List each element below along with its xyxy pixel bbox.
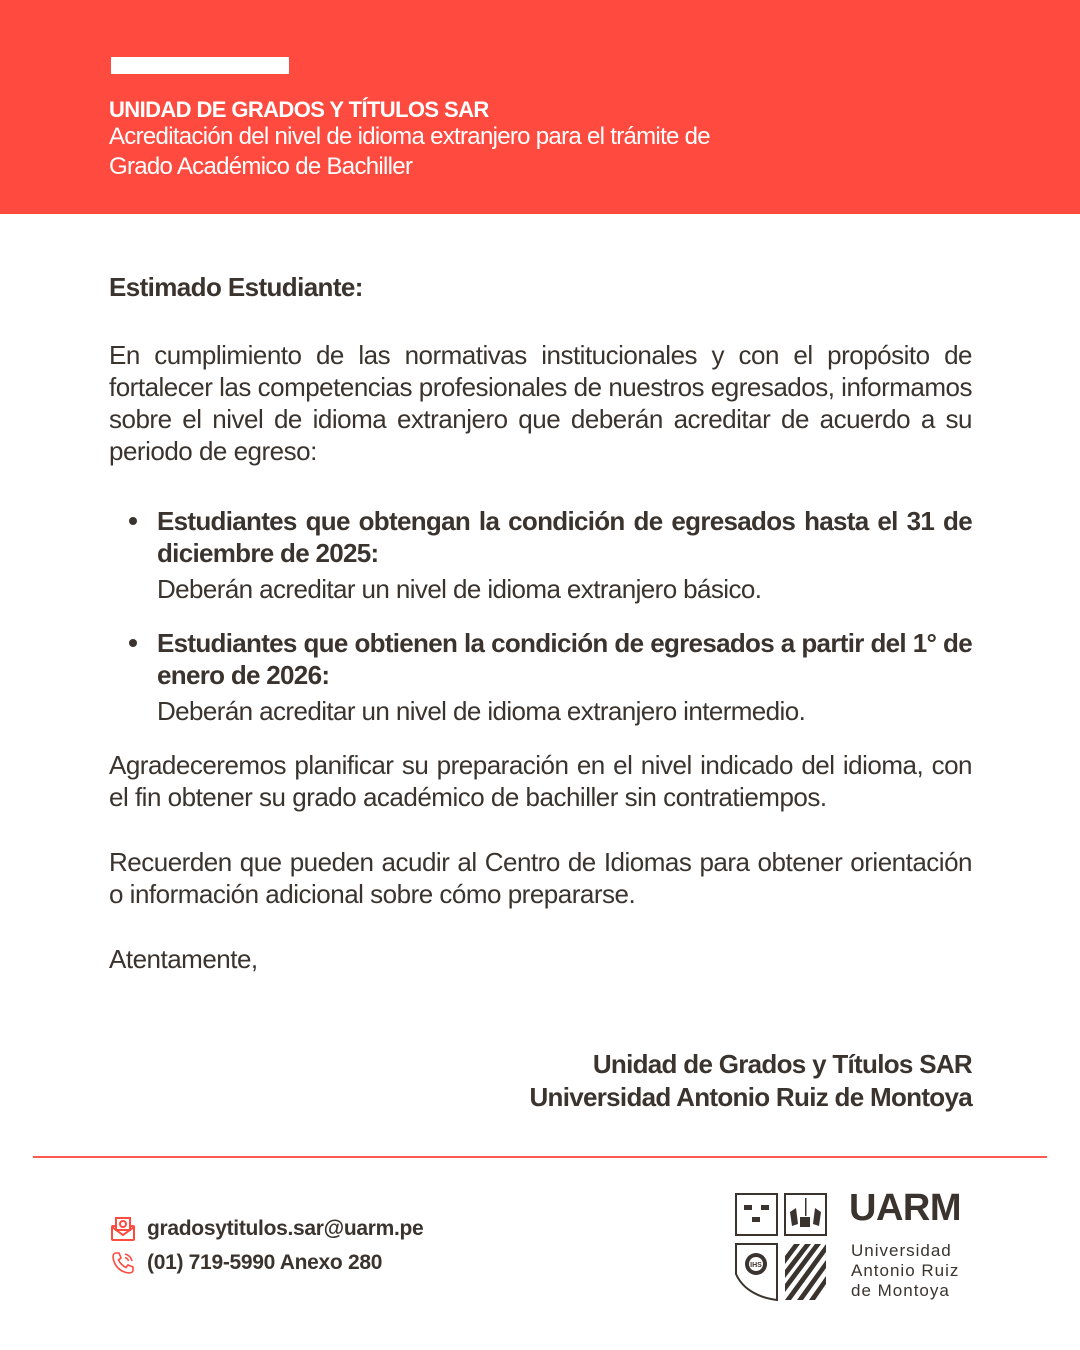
bullet-icon [129, 639, 137, 647]
footer-divider [33, 1156, 1047, 1158]
condition-title: Estudiantes que obtienen la condición de egresados a partir del 1° de enero de 2026: [157, 628, 972, 690]
uarm-acronym: UARM [849, 1187, 961, 1229]
seal-text: IHS [750, 1262, 762, 1269]
conditions-list [129, 505, 972, 727]
condition-item [129, 627, 972, 727]
condition-title: Estudiantes que obtengan la condición de egresados hasta el 31 de diciembre de 2025: [157, 506, 972, 568]
greeting: Estimado Estudiante: [109, 272, 363, 302]
condition-item [129, 505, 972, 605]
language-center-paragraph: Recuerden que pueden acudir al Centro de Idiomas para obtener orientación o información adicional sobre cómo prepararse. [109, 847, 972, 909]
university-name-line2: Antonio Ruiz [851, 1261, 960, 1280]
letter-body [109, 270, 972, 975]
university-name-line1: Universidad [851, 1241, 952, 1260]
email-link[interactable]: gradosytitulos.sar@uarm.pe [147, 1217, 424, 1240]
condition-description: Deberán acreditar un nivel de idioma extranjero intermedio. [157, 696, 806, 726]
phone-icon [109, 1249, 137, 1277]
closing: Atentamente, [109, 944, 258, 974]
contact-info [109, 1212, 423, 1280]
bullet-icon [129, 517, 137, 525]
header-decor-bar [111, 57, 289, 74]
phone-number[interactable]: (01) 719-5990 Anexo 280 [147, 1251, 383, 1274]
intro-paragraph: En cumplimiento de las normativas institucionales y con el propósito de fortalecer las competencias profesionales de nuestros egresados, informamos sobre el nivel de idioma extranjero que deberán acreditar de acuerdo a su periodo de egreso: [109, 340, 972, 466]
header-subtitle-line2: Grado Académico de Bachiller [109, 153, 413, 180]
header-subtitle-line1: Acreditación del nivel de idioma extranjero para el trámite de [109, 123, 710, 150]
email-icon [109, 1215, 137, 1243]
planning-paragraph: Agradeceremos planificar su preparación en el nivel indicado del idioma, con el fin obtener su grado académico de bachiller sin contratiempos. [109, 750, 972, 812]
header-banner [0, 0, 1080, 214]
signature-unit: Unidad de Grados y Títulos SAR [592, 1049, 972, 1079]
email-row [109, 1212, 423, 1246]
university-name-line3: de Montoya [851, 1281, 950, 1300]
signature [529, 1048, 972, 1114]
university-name [851, 1241, 959, 1301]
phone-row [109, 1246, 423, 1280]
header-title: UNIDAD DE GRADOS Y TÍTULOS SAR [109, 97, 489, 122]
header-subtitle [109, 122, 869, 182]
signature-university: Universidad Antonio Ruiz de Montoya [529, 1082, 972, 1112]
condition-description: Deberán acreditar un nivel de idioma extranjero básico. [157, 574, 762, 604]
